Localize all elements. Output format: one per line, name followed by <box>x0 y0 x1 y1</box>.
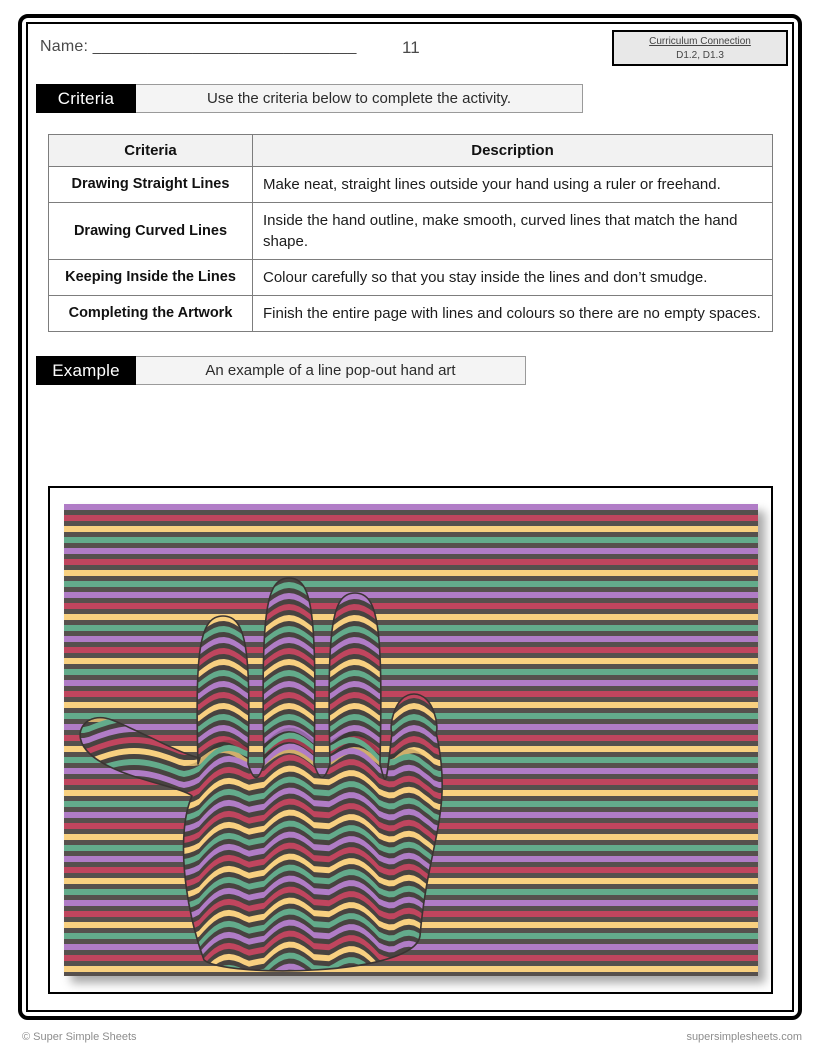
hand-art-illustration <box>64 504 758 976</box>
page-number: 11 <box>402 38 420 57</box>
table-header-row <box>49 135 773 167</box>
criteria-instruction-text: Use the criteria below to complete the activity. <box>136 84 583 113</box>
criteria-description: Finish the entire page with lines and colours so there are no empty spaces. <box>253 296 773 332</box>
worksheet-header <box>26 22 794 84</box>
example-section-bar-wrapper <box>26 356 794 385</box>
curriculum-connection-codes: D1.2, D1.3 <box>676 50 724 61</box>
criteria-description: Make neat, straight lines outside your hand using a ruler or freehand. <box>253 167 773 203</box>
table-row <box>49 260 773 296</box>
column-header-description: Description <box>253 135 773 167</box>
table-row <box>49 203 773 260</box>
criteria-description: Inside the hand outline, make smooth, curved lines that match the hand shape. <box>253 203 773 260</box>
example-artwork-frame <box>48 486 773 994</box>
table-row <box>49 167 773 203</box>
criteria-table <box>48 134 773 332</box>
criteria-section-bar <box>36 84 794 113</box>
footer-copyright: © Super Simple Sheets <box>22 1031 137 1043</box>
criteria-name: Drawing Straight Lines <box>49 167 253 203</box>
table-row <box>49 296 773 332</box>
example-section-bar <box>36 356 794 385</box>
curriculum-connection-box <box>612 30 788 66</box>
line-pop-out-hand-art-image <box>64 504 758 976</box>
worksheet-content <box>26 22 794 1012</box>
criteria-section-tag: Criteria <box>36 84 136 113</box>
example-caption-text: An example of a line pop-out hand art <box>136 356 526 385</box>
criteria-name: Keeping Inside the Lines <box>49 260 253 296</box>
page-footer <box>22 1031 802 1043</box>
criteria-name: Drawing Curved Lines <box>49 203 253 260</box>
criteria-name: Completing the Artwork <box>49 296 253 332</box>
name-field-label[interactable]: Name: _____________________________ <box>40 38 357 55</box>
footer-website: supersimplesheets.com <box>686 1031 802 1043</box>
criteria-description: Colour carefully so that you stay inside the lines and don’t smudge. <box>253 260 773 296</box>
column-header-criteria: Criteria <box>49 135 253 167</box>
curriculum-connection-title: Curriculum Connection <box>649 36 751 47</box>
example-section-tag: Example <box>36 356 136 385</box>
